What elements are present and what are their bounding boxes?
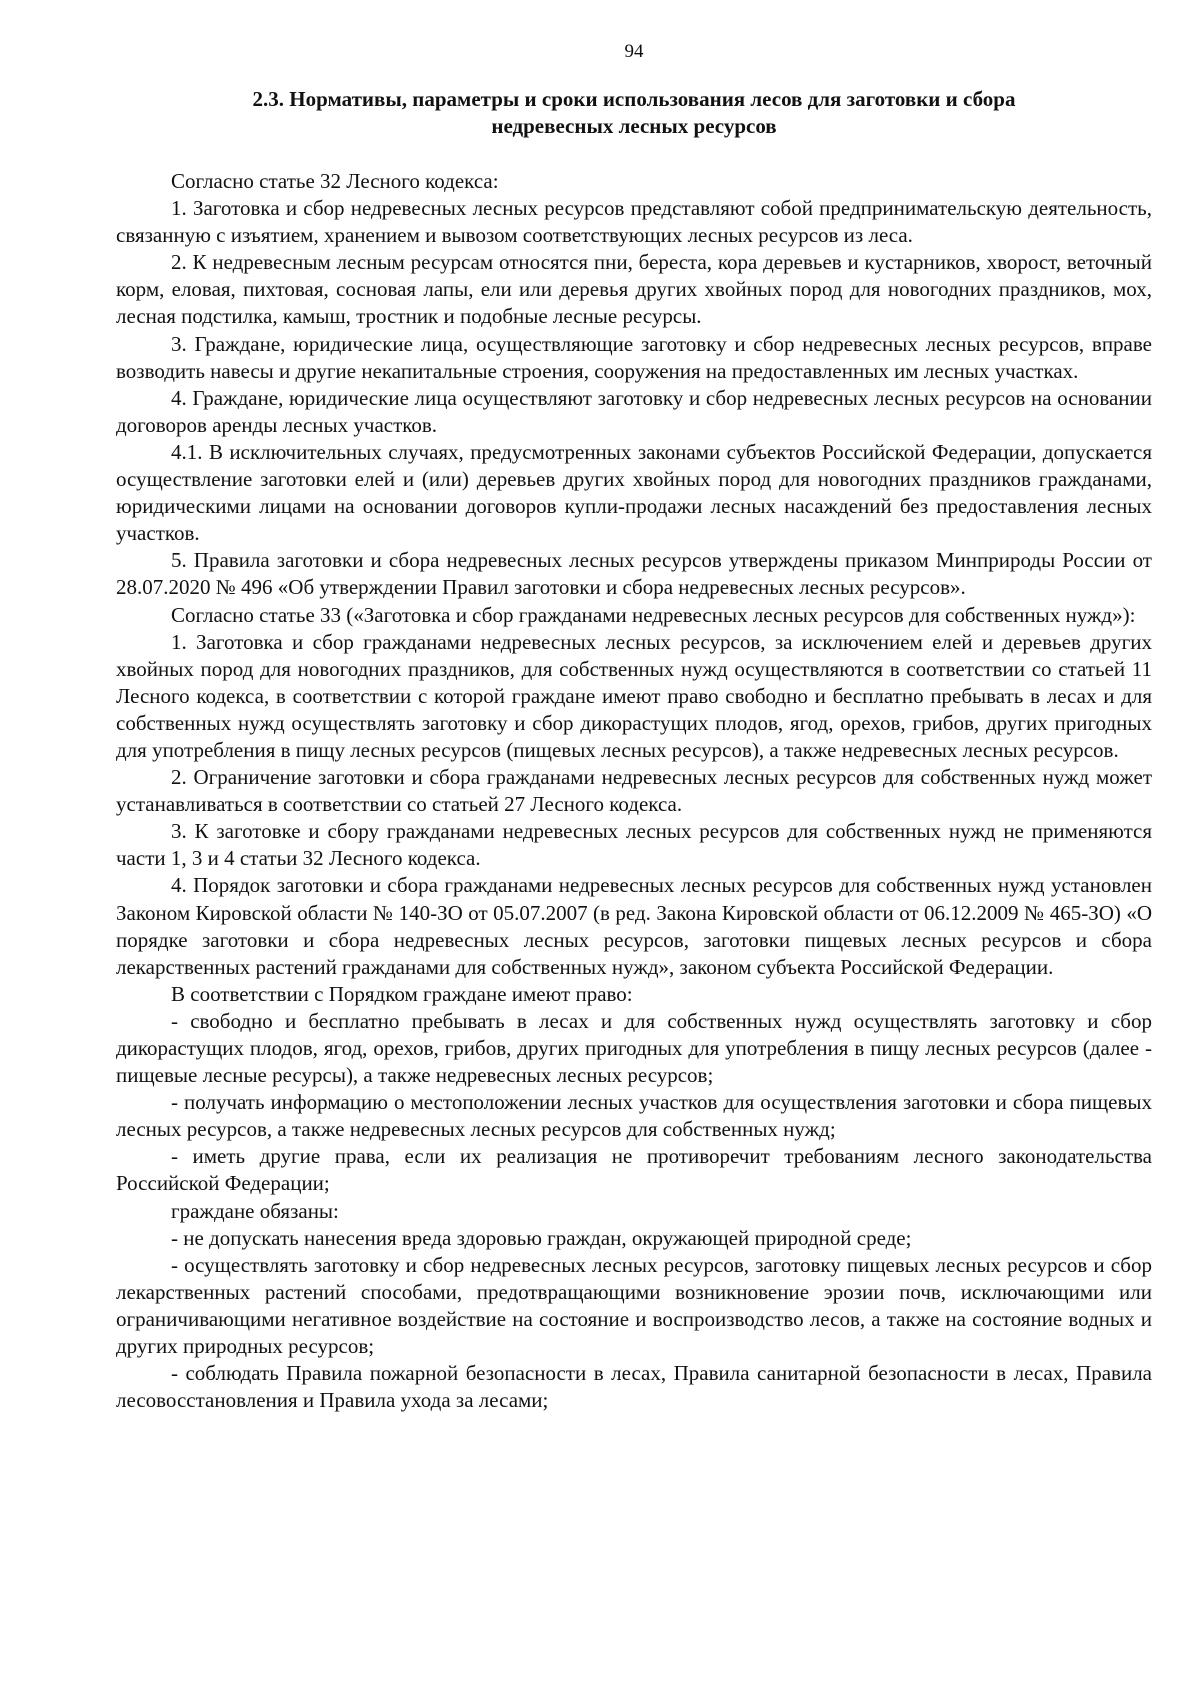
paragraph: 2. Ограничение заготовки и сбора гражданами недревесных лесных ресурсов для собственных нужд может устанавливаться в соответствии со статьей 27 Лесного кодекса. <box>116 765 1152 817</box>
section-heading-line-2: недревесных лесных ресурсов <box>491 114 777 138</box>
list-item: - соблюдать Правила пожарной безопасности в лесах, Правила санитарной безопасности в лесах, Правила лесовосстановления и Правила ухода за лесами; <box>116 1361 1152 1413</box>
list-item: - получать информацию о местоположении лесных участков для осуществления заготовки и сбора пищевых лесных ресурсов, а также недревесных лесных ресурсов для собственных нужд; <box>116 1090 1152 1142</box>
list-item: - иметь другие права, если их реализация не противоречит требованиям лесного законодательства Российской Федерации; <box>116 1144 1152 1196</box>
paragraph: В соответствии с Порядком граждане имеют право: <box>171 981 633 1006</box>
document-body <box>116 168 1152 1414</box>
paragraph: 1. Заготовка и сбор недревесных лесных ресурсов представляют собой предпринимательскую деятельность, связанную с изъятием, хранением и вывозом соответствующих лесных ресурсов из леса. <box>116 196 1152 248</box>
paragraph: 4.1. В исключительных случаях, предусмотренных законами субъектов Российской Федерации, допускается осуществление заготовки елей и (или) деревьев других хвойных пород для новогодних праздников гражданами, юридическими лицами на основании договоров купли-продажи лесных насаждений без предоставления лесных участков. <box>116 439 1152 546</box>
paragraph: 1. Заготовка и сбор гражданами недревесных лесных ресурсов, за исключением елей и деревьев других хвойных пород для новогодних праздников, для собственных нужд осуществляются в соответствии со статьей 11 Лесного кодекса, в соответствии с которой граждане имеют право свободно и бесплатно пребывать в лесах и для собственных нужд осуществлять заготовку и сбор дикорастущих плодов, ягод, орехов, грибов, других пригодных для употребления в пищу лесных ресурсов (пищевых лесных ресурсов), а также недревесных лесных ресурсов. <box>116 629 1152 762</box>
section-heading-line-1: 2.3. Нормативы, параметры и сроки использования лесов для заготовки и сбора <box>252 87 1016 111</box>
paragraph: Согласно статье 32 Лесного кодекса: <box>171 169 499 193</box>
paragraph: 2. К недревесным лесным ресурсам относятся пни, береста, кора деревьев и кустарников, хворост, веточный корм, еловая, пихтовая, сосновая лапы, ели или деревья других хвойных пород для новогодних праздников, мох, лесная подстилка, камыш, тростник и подобные лесные ресурсы. <box>116 250 1152 329</box>
list-item: - осуществлять заготовку и сбор недревесных лесных ресурсов, заготовку пищевых лесных ресурсов и сбор лекарственных растений способами, предотвращающими возникновение эрозии почв, исключающими или ограничивающими негативное воздействие на состояние и воспроизводство лесов, а также на состояние водных и других природных ресурсов; <box>116 1252 1152 1359</box>
paragraph: 4. Порядок заготовки и сбора гражданами недревесных лесных ресурсов для собственных нужд установлен Законом Кировской области № 140-ЗО от 05.07.2007 (в ред. Закона Кировской области от 06.12.2009 № 465-ЗО) «О порядке заготовки и сбора недревесных лесных ресурсов, заготовки пищевых лесных ресурсов и сбора лекарственных растений гражданами для собственных нужд», законом субъекта Российской Федерации. <box>116 873 1152 979</box>
paragraph: граждане обязаны: <box>171 1198 339 1223</box>
paragraph: 5. Правила заготовки и сбора недревесных лесных ресурсов утверждены приказом Минприроды России от 28.07.2020 № 496 «Об утверждении Правил заготовки и сбора недревесных лесных ресурсов». <box>116 548 1152 600</box>
document-page <box>116 0 1152 1697</box>
paragraph: 3. Граждане, юридические лица, осуществляющие заготовку и сбор недревесных лесных ресурсов, вправе возводить навесы и другие некапитальные строения, сооружения на предоставленных им лесных участках. <box>116 331 1152 383</box>
page-number: 94 <box>624 41 644 62</box>
section-heading <box>116 86 1152 140</box>
paragraph: Согласно статье 33 («Заготовка и сбор гражданами недревесных лесных ресурсов для собственных нужд»): <box>171 602 1136 627</box>
list-item: - свободно и бесплатно пребывать в лесах и для собственных нужд осуществлять заготовку и сбор дикорастущих плодов, ягод, орехов, грибов, других пригодных для употребления в пищу лесных ресурсов (далее - пищевые лесные ресурсы), а также недревесных лесных ресурсов; <box>116 1008 1152 1088</box>
list-item: - не допускать нанесения вреда здоровью граждан, окружающей природной среде; <box>171 1225 912 1250</box>
paragraph: 4. Граждане, юридические лица осуществляют заготовку и сбор недревесных лесных ресурсов на основании договоров аренды лесных участков. <box>116 385 1152 437</box>
paragraph: 3. К заготовке и сбору гражданами недревесных лесных ресурсов для собственных нужд не применяются части 1, 3 и 4 статьи 32 Лесного кодекса. <box>116 819 1152 871</box>
